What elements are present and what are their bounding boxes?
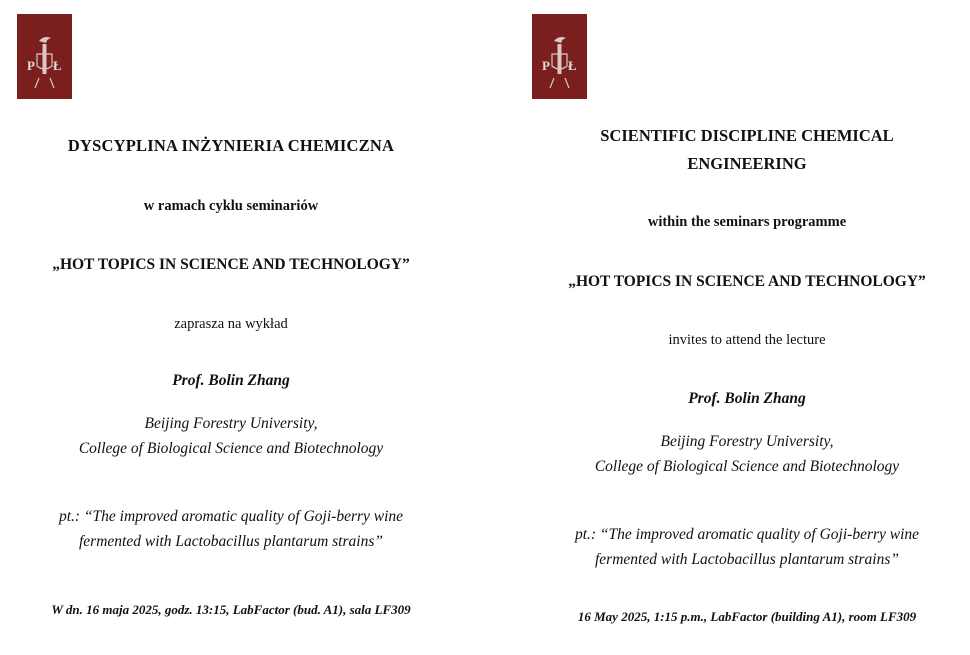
svg-text:P: P — [542, 58, 550, 73]
lecture-title-line-1-pl: pt.: “The improved aromatic quality of Goji-berry wine — [58, 508, 404, 525]
speaker-name-en: Prof. Bolin Zhang — [688, 390, 806, 407]
affiliation-line-2-pl: College of Biological Science and Biotechnology — [78, 440, 384, 457]
date-place-en: 16 May 2025, 1:15 p.m., LabFactor (building A1), room LF309 — [577, 609, 917, 624]
series-intro-pl: w ramach cyklu seminariów — [143, 198, 319, 214]
discipline-heading-en: SCIENTIFIC DISCIPLINE CHEMICAL ENGINEERING — [600, 126, 894, 173]
svg-text:Ł: Ł — [53, 58, 62, 73]
discipline-heading-pl: DYSCYPLINA INŻYNIERIA CHEMICZNA — [67, 136, 395, 155]
svg-text:Ł: Ł — [568, 58, 577, 73]
affiliation-line-1-en: Beijing Forestry University, — [660, 433, 834, 450]
university-logo-left — [17, 14, 72, 99]
series-name-en: „HOT TOPICS IN SCIENCE AND TECHNOLOGY” — [568, 273, 926, 290]
series-name-pl: „HOT TOPICS IN SCIENCE AND TECHNOLOGY” — [52, 256, 410, 273]
affiliation-line-2-en: College of Biological Science and Biotechnology — [594, 458, 900, 475]
lecture-title-line-1-en: pt.: “The improved aromatic quality of Goji-berry wine — [574, 526, 920, 543]
affiliation-line-1-pl: Beijing Forestry University, — [144, 415, 318, 432]
svg-text:P: P — [27, 58, 35, 73]
speaker-name-pl: Prof. Bolin Zhang — [172, 372, 290, 389]
date-place-pl: W dn. 16 maja 2025, godz. 13:15, LabFactor (bud. A1), sala LF309 — [51, 602, 411, 617]
lecture-title-line-2-pl: fermented with Lactobacillus plantarum strains” — [79, 533, 383, 550]
lecture-title-line-2-en: fermented with Lactobacillus plantarum strains” — [595, 551, 899, 568]
invite-text-pl: zaprasza na wykład — [174, 316, 288, 332]
invite-text-en: invites to attend the lecture — [668, 332, 826, 348]
university-logo-right — [532, 14, 587, 99]
torch-emblem-icon — [17, 14, 72, 99]
torch-emblem-icon — [532, 14, 587, 99]
series-intro-en: within the seminars programme — [647, 214, 847, 230]
